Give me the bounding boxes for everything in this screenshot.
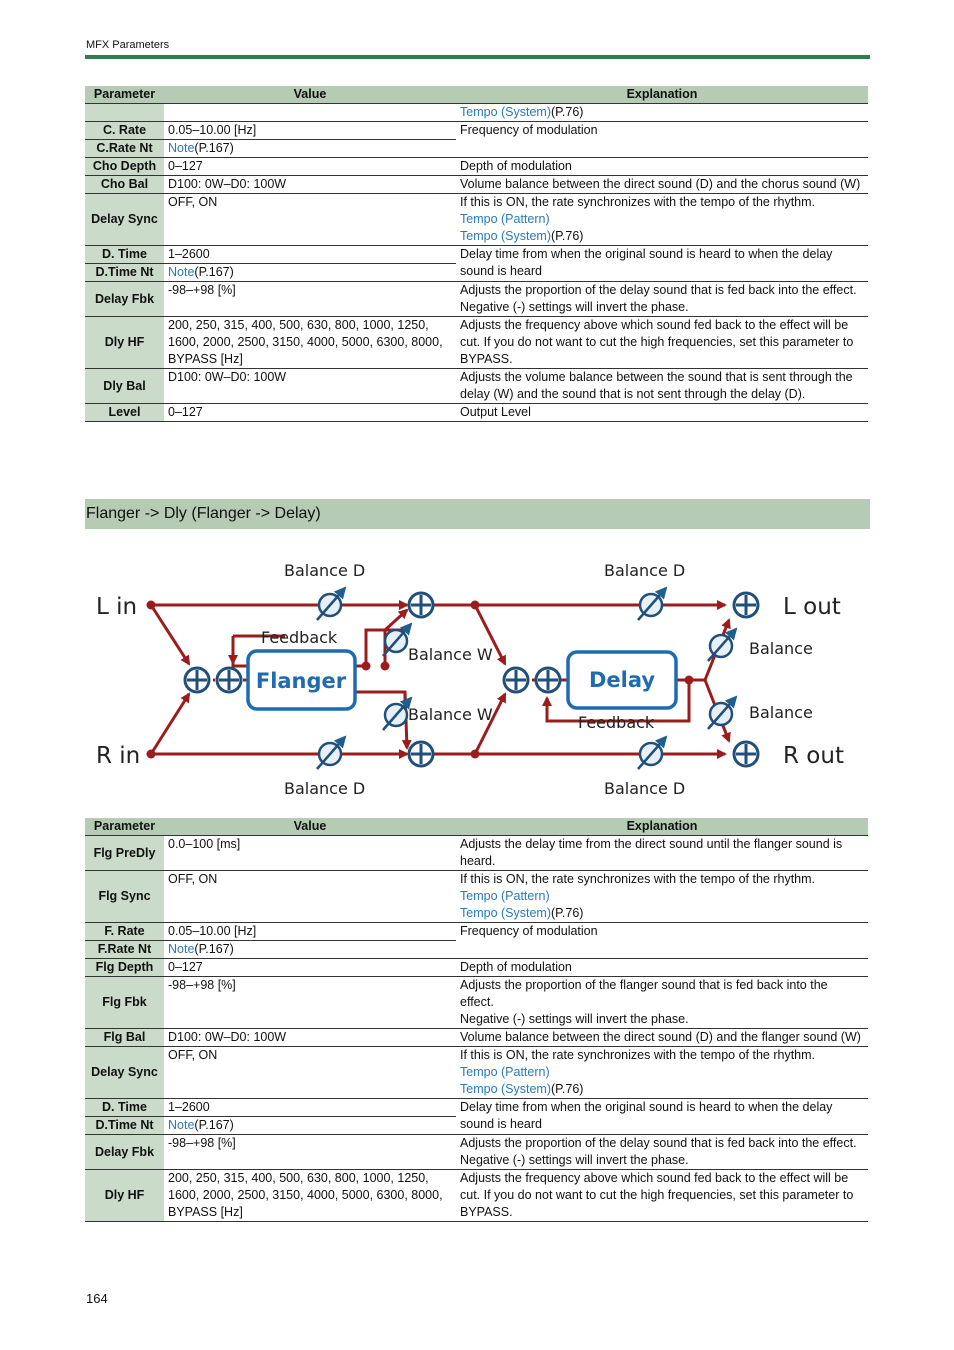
signal-flow-diagram [85, 548, 870, 798]
parameter-name: Flg PreDly [85, 836, 164, 871]
parameter-name: Delay Sync [85, 194, 164, 246]
parameter-name: Flg Depth [85, 959, 164, 977]
balance-d-label: Balance D [284, 561, 366, 580]
summing-node-icon [409, 593, 433, 617]
delay-block [568, 652, 676, 708]
parameter-name: Delay Fbk [85, 282, 164, 317]
summing-node-icon [504, 668, 528, 692]
parameter-name: Flg Fbk [85, 977, 164, 1029]
table-row [85, 176, 868, 194]
balance-label: Balance [749, 703, 813, 722]
parameter-name: D. Time [85, 1099, 164, 1117]
table-header-row [85, 86, 868, 104]
parameter-value: 200, 250, 315, 400, 500, 630, 800, 1000, 1250, 1600, 2000, 2500, 3150, 4000, 5000, 6300, 8000, BYPASS [Hz] [164, 317, 456, 369]
parameter-explanation [456, 176, 868, 194]
parameter-name: Dly HF [85, 1170, 164, 1222]
parameter-explanation [456, 194, 868, 246]
balance-d-label: Balance D [604, 779, 686, 798]
balance-knob-icon [317, 737, 345, 769]
table-row [85, 122, 868, 140]
text-run: Output Level [460, 405, 531, 419]
parameter-explanation [456, 317, 868, 369]
text-run: Adjusts the proportion of the flanger sound that is fed back into the effect. [460, 978, 828, 1009]
table-row [85, 959, 868, 977]
parameter-explanation [456, 1170, 868, 1222]
summing-node-icon [185, 668, 209, 692]
table-row [85, 1099, 868, 1117]
balance-w-label: Balance W [408, 645, 493, 664]
page-number: 164 [86, 1291, 108, 1306]
parameter-explanation [456, 836, 868, 871]
column-header-value: Value [164, 86, 456, 104]
text-run: Adjusts the proportion of the delay sound that is fed back into the effect. [460, 1136, 857, 1150]
column-header-parameter: Parameter [85, 86, 164, 104]
text-run: Adjusts the delay time from the direct sound until the flanger sound is heard. [460, 837, 843, 868]
parameter-name: Level [85, 404, 164, 422]
table-row [85, 194, 868, 246]
parameter-explanation [456, 959, 868, 977]
table-row [85, 871, 868, 923]
text-run: Delay time from when the original sound is heard to when the delay sound is heard [460, 247, 833, 278]
text-run: Volume balance between the direct sound (D) and the chorus sound (W) [460, 177, 861, 191]
cross-reference-link[interactable]: Note [168, 141, 195, 155]
parameter-value: 0–127 [164, 158, 456, 176]
table-row [85, 404, 868, 422]
parameter-name: Delay Fbk [85, 1135, 164, 1170]
text-run: Volume balance between the direct sound (D) and the flanger sound (W) [460, 1030, 861, 1044]
summing-node-icon [217, 668, 241, 692]
parameter-value [164, 264, 456, 282]
cross-reference-link[interactable]: Note [168, 1118, 195, 1132]
parameter-value: -98–+98 [%] [164, 282, 456, 317]
parameter-explanation [456, 122, 868, 158]
parameter-explanation [456, 977, 868, 1029]
parameter-name: Delay Sync [85, 1047, 164, 1099]
balance-knob-icon [638, 588, 666, 620]
parameter-value: OFF, ON [164, 871, 456, 923]
cross-reference-link[interactable]: Tempo (System) [460, 229, 551, 243]
table-row [85, 1170, 868, 1222]
table-row [85, 369, 868, 404]
parameter-value: 200, 250, 315, 400, 500, 630, 800, 1000, 1250, 1600, 2000, 2500, 3150, 4000, 5000, 6300, 8000, BYPASS [Hz] [164, 1170, 456, 1222]
text-run: (P.76) [551, 229, 584, 243]
balance-label: Balance [749, 639, 813, 658]
text-run: (P.167) [194, 942, 234, 956]
delay-block-label: Delay [588, 668, 656, 692]
text-run: Frequency of modulation [460, 924, 598, 938]
parameter-explanation [456, 246, 868, 282]
parameter-value: -98–+98 [%] [164, 977, 456, 1029]
table-row [85, 246, 868, 264]
header-rule [85, 55, 870, 59]
balance-w-label: Balance W [408, 705, 493, 724]
parameter-explanation [456, 404, 868, 422]
column-header-explanation: Explanation [456, 818, 868, 836]
parameter-value: D100: 0W–D0: 100W [164, 176, 456, 194]
text-run: Depth of modulation [460, 159, 572, 173]
feedback-label: Feedback [261, 628, 338, 647]
text-run: If this is ON, the rate synchronizes with the tempo of the rhythm. [460, 872, 816, 886]
parameter-name: Dly HF [85, 317, 164, 369]
parameter-name [85, 104, 164, 122]
parameter-value: D100: 0W–D0: 100W [164, 1029, 456, 1047]
summing-node-icon [409, 742, 433, 766]
text-run: Depth of modulation [460, 960, 572, 974]
r-in-label: R in [96, 743, 141, 769]
flanger-block [248, 651, 355, 709]
table-row [85, 158, 868, 176]
parameter-name: Flg Sync [85, 871, 164, 923]
parameter-explanation [456, 923, 868, 959]
cross-reference-link[interactable]: Tempo (System) [460, 105, 551, 119]
parameter-value [164, 941, 456, 959]
text-run: (P.76) [551, 906, 584, 920]
parameter-explanation [456, 1135, 868, 1170]
text-run: Negative (-) settings will invert the phase. [460, 1012, 689, 1026]
summing-node-icon [734, 742, 758, 766]
parameter-value [164, 1117, 456, 1135]
parameter-name: F.Rate Nt [85, 941, 164, 959]
parameter-name: C. Rate [85, 122, 164, 140]
table-row [85, 977, 868, 1029]
parameter-table-chorus-delay [85, 86, 868, 422]
table-header-row [85, 818, 868, 836]
parameter-value: D100: 0W–D0: 100W [164, 369, 456, 404]
text-run: Delay time from when the original sound is heard to when the delay sound is heard [460, 1100, 833, 1131]
text-run: Negative (-) settings will invert the phase. [460, 300, 689, 314]
parameter-value [164, 104, 456, 122]
text-run: (P.167) [194, 265, 234, 279]
balance-d-label: Balance D [284, 779, 366, 798]
text-run: Adjusts the volume balance between the sound that is sent through the delay (W) and the sound that is not sent through the delay (D). [460, 370, 853, 401]
section-title: Flanger -> Dly (Flanger -> Delay) [86, 505, 321, 522]
parameter-value: 0–127 [164, 959, 456, 977]
column-header-parameter: Parameter [85, 818, 164, 836]
feedback-label: Feedback [578, 713, 655, 732]
table-row [85, 1029, 868, 1047]
parameter-value: OFF, ON [164, 194, 456, 246]
section-heading-band [85, 499, 870, 529]
parameter-value: -98–+98 [%] [164, 1135, 456, 1170]
parameter-name: Flg Bal [85, 1029, 164, 1047]
cross-reference-link[interactable]: Tempo (System) [460, 1082, 551, 1096]
l-in-label: L in [96, 594, 138, 620]
table-row [85, 923, 868, 941]
parameter-explanation [456, 158, 868, 176]
text-run: Frequency of modulation [460, 123, 598, 137]
cross-reference-link[interactable]: Tempo (Pattern) [460, 212, 550, 226]
balance-knob-icon [708, 629, 736, 661]
parameter-value: 0.05–10.00 [Hz] [164, 122, 456, 140]
parameter-name: C.Rate Nt [85, 140, 164, 158]
text-run: Adjusts the frequency above which sound fed back to the effect will be cut. If you do not want to cut the high frequencies, set this parameter to BYPASS. [460, 1171, 854, 1219]
text-run: If this is ON, the rate synchronizes with the tempo of the rhythm. [460, 1048, 816, 1062]
parameter-explanation [456, 104, 868, 122]
r-out-label: R out [783, 743, 844, 769]
parameter-name: D.Time Nt [85, 1117, 164, 1135]
text-run: Adjusts the proportion of the delay sound that is fed back into the effect. [460, 283, 857, 297]
text-run: (P.167) [194, 1118, 234, 1132]
summing-node-icon [536, 668, 560, 692]
table-row [85, 282, 868, 317]
parameter-table-flanger-delay [85, 818, 868, 1222]
text-run: (P.167) [194, 141, 234, 155]
parameter-value: 1–2600 [164, 1099, 456, 1117]
cross-reference-link[interactable]: Tempo (Pattern) [460, 1065, 550, 1079]
parameter-explanation [456, 1047, 868, 1099]
parameter-name: F. Rate [85, 923, 164, 941]
parameter-name: Cho Depth [85, 158, 164, 176]
parameter-value [164, 140, 456, 158]
parameter-name: D.Time Nt [85, 264, 164, 282]
balance-knob-icon [317, 588, 345, 620]
parameter-value: OFF, ON [164, 1047, 456, 1099]
parameter-explanation [456, 1099, 868, 1135]
table-row [85, 836, 868, 871]
l-out-label: L out [783, 594, 841, 620]
flanger-block-label: Flanger [255, 669, 347, 693]
cross-reference-link[interactable]: Note [168, 942, 195, 956]
parameter-value: 0.05–10.00 [Hz] [164, 923, 456, 941]
parameter-explanation [456, 369, 868, 404]
balance-knob-icon [638, 737, 666, 769]
table-row [85, 1135, 868, 1170]
running-head: MFX Parameters [86, 39, 170, 51]
cross-reference-link[interactable]: Note [168, 265, 195, 279]
parameter-value: 0.0–100 [ms] [164, 836, 456, 871]
parameter-name: D. Time [85, 246, 164, 264]
table-row [85, 317, 868, 369]
parameter-value: 0–127 [164, 404, 456, 422]
column-header-explanation: Explanation [456, 86, 868, 104]
parameter-name: Dly Bal [85, 369, 164, 404]
summing-node-icon [734, 593, 758, 617]
parameter-name: Cho Bal [85, 176, 164, 194]
text-run: Adjusts the frequency above which sound fed back to the effect will be cut. If you do not want to cut the high frequencies, set this parameter to BYPASS. [460, 318, 854, 366]
text-run: (P.76) [551, 105, 584, 119]
parameter-explanation [456, 282, 868, 317]
parameter-value: 1–2600 [164, 246, 456, 264]
text-run: If this is ON, the rate synchronizes with the tempo of the rhythm. [460, 195, 816, 209]
table-row [85, 104, 868, 122]
balance-d-label: Balance D [604, 561, 686, 580]
cross-reference-link[interactable]: Tempo (System) [460, 906, 551, 920]
table-row [85, 1047, 868, 1099]
column-header-value: Value [164, 818, 456, 836]
parameter-explanation [456, 871, 868, 923]
text-run: (P.76) [551, 1082, 584, 1096]
cross-reference-link[interactable]: Tempo (Pattern) [460, 889, 550, 903]
text-run: Negative (-) settings will invert the phase. [460, 1153, 689, 1167]
parameter-explanation [456, 1029, 868, 1047]
